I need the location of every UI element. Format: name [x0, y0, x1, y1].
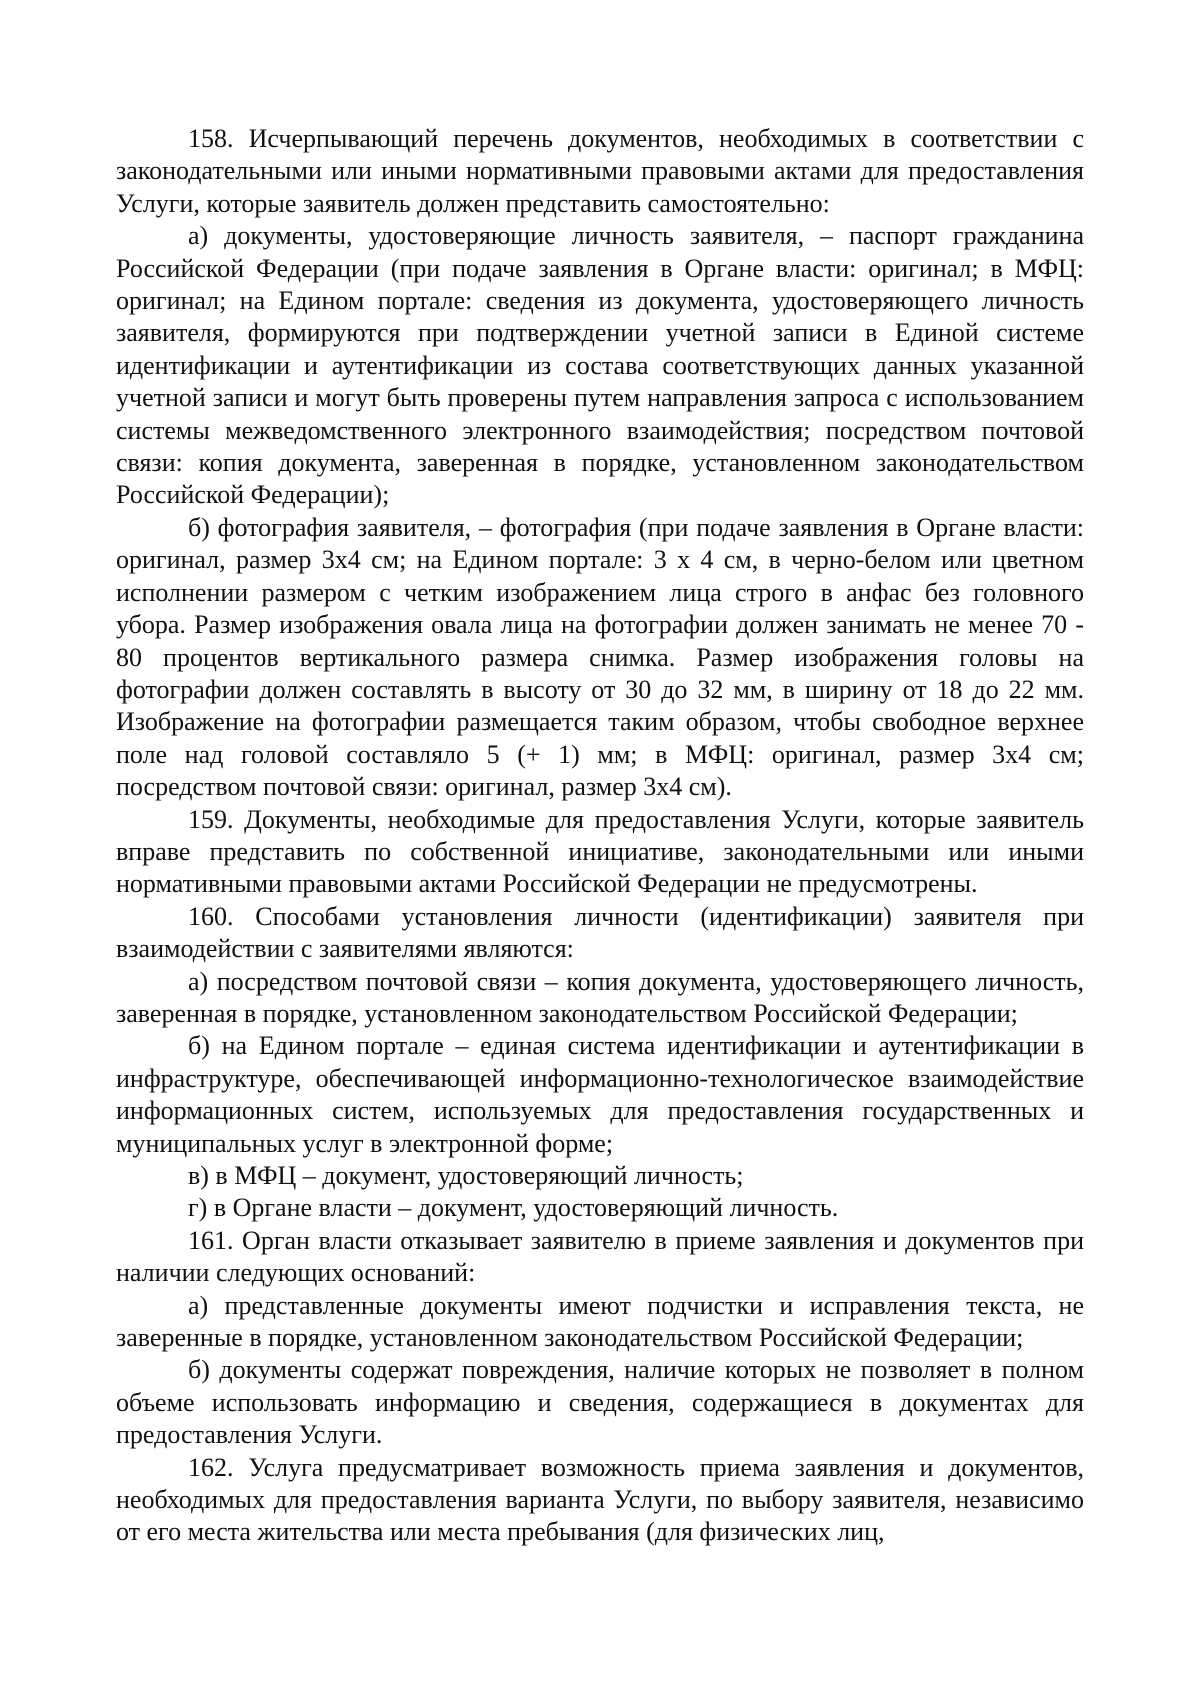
paragraph-161-b: б) документы содержат повреждения, наличие которых не позволяет в полном объеме использовать информацию и сведения, содержащиеся в документах для предоставления Услуги. — [116, 1355, 1084, 1450]
paragraph-160: 160. Способами установления личности (идентификации) заявителя при взаимодействии с заявителями являются: — [116, 901, 1084, 964]
paragraph-161: 161. Орган власти отказывает заявителю в приеме заявления и документов при наличии следующих оснований: — [116, 1225, 1084, 1288]
paragraph-159: 159. Документы, необходимые для предоставления Услуги, которые заявитель вправе представить по собственной инициативе, законодательными или иными нормативными правовыми актами Российской Федерации не предусмотрены. — [116, 804, 1084, 899]
document-page — [116, 123, 1084, 1549]
paragraph-158: 158. Исчерпывающий перечень документов, необходимых в соответствии с законодательными или иными нормативными правовыми актами для предоставления Услуги, которые заявитель должен представить самостоятельно: — [116, 124, 1084, 218]
paragraph-160-v: в) в МФЦ – документ, удостоверяющий личность; — [188, 1161, 744, 1190]
paragraph-161-a: а) представленные документы имеют подчистки и исправления текста, не заверенные в порядке, установленном законодательством Российской Федерации; — [116, 1290, 1084, 1353]
paragraph-158-a: а) документы, удостоверяющие личность заявителя, – паспорт гражданина Российской Федерации (при подаче заявления в Органе власти: оригинал; в МФЦ: оригинал; на Едином портале: сведения из документа, удостоверяющего личность заявителя, формируются при подтверждении учетной записи в Единой системе идентификации и аутентификации из состава соответствующих данных указанной учетной записи и могут быть проверены путем направления запроса с использованием системы межведомственного электронного взаимодействия; посредством почтовой связи: копия документа, заверенная в порядке, установленном законодательством Российской Федерации); — [116, 221, 1084, 510]
paragraph-160-b: б) на Едином портале – единая система идентификации и аутентификации в инфраструктуре, обеспечивающей информационно-технологическое взаимодействие информационных систем, используемых для предоставления государственных и муниципальных услуг в электронной форме; — [116, 1031, 1084, 1158]
paragraph-162: 162. Услуга предусматривает возможность приема заявления и документов, необходимых для предоставления варианта Услуги, по выбору заявителя, независимо от его места жительства или места пребывания (для физических лиц, — [116, 1452, 1084, 1547]
paragraph-158-b: б) фотография заявителя, – фотография (при подаче заявления в Органе власти: оригинал, размер 3x4 см; на Едином портале: 3 x 4 см, в черно-белом или цветном исполнении размером с четким изображением лица строго в анфас без головного убора. Размер изображения овала лица на фотографии должен занимать не менее 70 - 80 процентов вертикального размера снимка. Размер изображения головы на фотографии должен составлять в высоту от 30 до 32 мм, в ширину от 18 до 22 мм. Изображение на фотографии размещается таким образом, чтобы свободное верхнее поле над головой составляло 5 (+ 1) мм; в МФЦ: оригинал, размер 3x4 см; посредством почтовой связи: оригинал, размер 3x4 см). — [116, 512, 1084, 802]
paragraph-160-a: а) посредством почтовой связи – копия документа, удостоверяющего личность, заверенная в порядке, установленном законодательством Российской Федерации; — [116, 966, 1084, 1028]
paragraph-160-g: г) в Органе власти – документ, удостоверяющий личность. — [188, 1193, 839, 1223]
